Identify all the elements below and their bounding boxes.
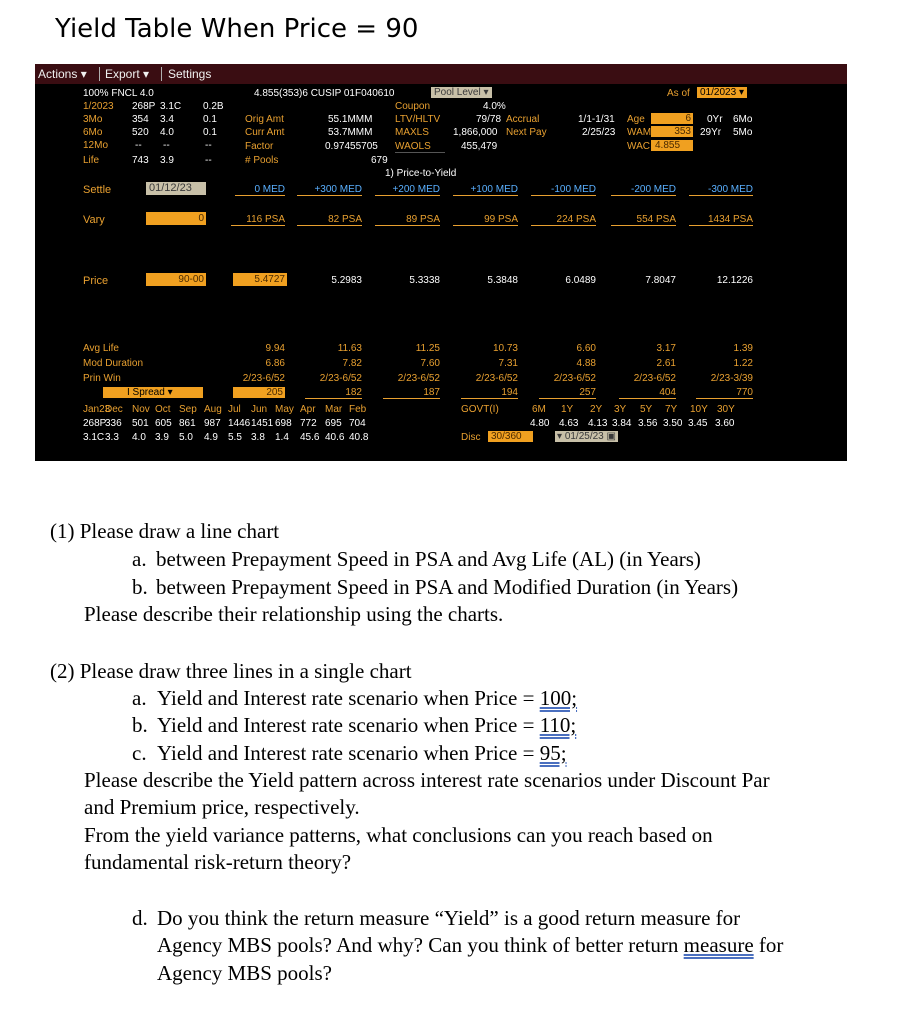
chevron-down-icon: ▾	[738, 87, 744, 98]
govt-tenor: 5Y	[640, 404, 653, 415]
info-value: 29Yr	[700, 127, 722, 138]
mod-dur-cell: 7.31	[498, 358, 518, 369]
history-value: 743	[132, 155, 149, 166]
govt-yield: 3.50	[663, 418, 683, 429]
list-letter: d.	[132, 906, 148, 930]
speed-cell: Mar	[325, 404, 343, 415]
speed-cell: 268P	[83, 418, 107, 429]
chevron-down-icon: ▾	[167, 387, 173, 398]
govt-yield: 4.80	[530, 418, 550, 429]
scenario-header: 0 MED	[235, 184, 285, 196]
yield-cell: 5.3848	[487, 275, 518, 286]
history-value: 3.1C	[160, 101, 182, 112]
history-value: 268P	[132, 101, 156, 112]
yield-cell: 12.1226	[716, 275, 753, 286]
history-value: 520	[132, 127, 149, 138]
prin-win-cell: 2/23-3/39	[710, 373, 753, 384]
info-label: WAOLS	[395, 141, 431, 152]
spread-cell: 257	[539, 387, 596, 399]
info-value: 0Yr	[707, 114, 723, 125]
list-letter: a.	[132, 547, 147, 571]
speed-cell: 40.8	[349, 432, 369, 443]
psa-cell[interactable]: 554 PSA	[611, 214, 676, 226]
avg-life-cell: 1.39	[733, 343, 753, 354]
speed-cell: Jul	[228, 404, 241, 415]
prin-win-cell: 2/23-6/52	[242, 373, 285, 384]
pool-level-dropdown[interactable]: Pool Level ▾	[431, 87, 492, 98]
prin-win-cell: 2/23-6/52	[397, 373, 440, 384]
info-value: 79/78	[476, 114, 502, 125]
list-letter: a.	[132, 686, 147, 710]
disc-label: Disc	[461, 432, 481, 443]
speed-cell: May	[275, 404, 294, 415]
question-1a: between Prepayment Speed in PSA and Avg Life (AL) (in Years)	[156, 547, 701, 571]
speed-cell: 861	[179, 418, 196, 429]
spread-cell: 194	[461, 387, 518, 399]
govt-yield: 4.13	[588, 418, 608, 429]
info-label: Factor	[245, 141, 274, 152]
scenario-header: -100 MED	[531, 184, 596, 196]
info-value: 1/1-1/31	[578, 114, 615, 125]
speed-cell: 3.9	[155, 432, 169, 443]
list-letter: b.	[132, 575, 148, 599]
govt-tenor: 30Y	[717, 404, 735, 415]
bloomberg-terminal-screenshot	[35, 64, 847, 461]
speed-cell: Feb	[349, 404, 367, 415]
speed-cell: 501	[132, 418, 149, 429]
cusip-line: 4.855(353)6 CUSIP 01F040610	[254, 88, 395, 99]
as-of-date-input[interactable]: 01/2023 ▾	[697, 87, 747, 98]
vary-label: Vary	[83, 214, 105, 226]
govt-tenor: 6M	[532, 404, 546, 415]
speed-cell: Aug	[204, 404, 222, 415]
govt-tenor: 2Y	[590, 404, 603, 415]
history-label: 6Mo	[83, 127, 103, 138]
wac-value: 4.855	[651, 140, 693, 151]
list-letter: c.	[132, 741, 147, 765]
question-1-instruction: Please describe their relationship using the charts.	[84, 602, 504, 626]
spread-type-dropdown[interactable]: I Spread ▾	[103, 387, 203, 398]
history-value: 0.1	[203, 127, 217, 138]
speed-cell: 45.6	[300, 432, 320, 443]
govt-yield: 3.84	[612, 418, 632, 429]
speed-cell: 695	[325, 418, 342, 429]
page-title: Yield Table When Price = 90	[55, 14, 419, 44]
speed-cell: Jan23	[83, 404, 111, 415]
history-label: 3Mo	[83, 114, 103, 125]
mod-dur-cell: 7.82	[342, 358, 362, 369]
spread-cell: 187	[383, 387, 440, 399]
spread-cell: 205	[233, 387, 285, 398]
question-2c: Yield and Interest rate scenario when Price = 95;	[157, 741, 567, 765]
speed-cell: 772	[300, 418, 317, 429]
info-label: WAM	[627, 127, 652, 138]
info-label: Coupon	[395, 101, 431, 112]
mod-dur-cell: 2.61	[656, 358, 676, 369]
age-value: 6	[651, 113, 693, 124]
history-value: 354	[132, 114, 149, 125]
info-value: 55.1MMM	[328, 114, 373, 125]
price-to-yield-label[interactable]: 1) Price-to-Yield	[385, 168, 457, 179]
psa-cell[interactable]: 89 PSA	[375, 214, 440, 226]
avg-life-label: Avg Life	[83, 343, 119, 354]
scenario-header: +300 MED	[297, 184, 362, 196]
speed-cell: Apr	[300, 404, 316, 415]
scenario-header: -300 MED	[689, 184, 753, 196]
spread-cell: 404	[619, 387, 676, 399]
govt-yield: 3.56	[638, 418, 658, 429]
yield-cell: 6.0489	[565, 275, 596, 286]
govt-curve-label[interactable]: GOVT(I)	[461, 404, 499, 415]
prin-win-cell: 2/23-6/52	[475, 373, 518, 384]
security-name: 100% FNCL 4.0	[83, 88, 154, 99]
history-value: 0.2B	[203, 101, 224, 112]
yield-cell: 7.8047	[645, 275, 676, 286]
info-value: 455,479	[461, 141, 498, 152]
question-d-line1: Do you think the return measure “Yield” is a good return measure for	[157, 906, 741, 930]
info-label: LTV/HLTV	[395, 114, 441, 125]
curve-date-input[interactable]: ▾ 01/25/23 ▣	[557, 431, 616, 442]
info-value: 6Mo	[733, 114, 753, 125]
history-label: 12Mo	[83, 140, 109, 151]
speed-cell: Jun	[251, 404, 268, 415]
scenario-header: +200 MED	[375, 184, 440, 196]
history-value: 3.9	[160, 155, 174, 166]
govt-tenor: 10Y	[690, 404, 708, 415]
price-label: Price	[83, 275, 109, 287]
chevron-down-icon: ▾	[143, 67, 150, 81]
speed-cell: 704	[349, 418, 366, 429]
question-d-line3: Agency MBS pools?	[157, 961, 332, 985]
avg-life-cell: 11.63	[337, 343, 362, 354]
avg-life-cell: 9.94	[265, 343, 285, 354]
prin-win-cell: 2/23-6/52	[633, 373, 676, 384]
speed-cell: 5.0	[179, 432, 193, 443]
speed-cell: 3.3	[105, 432, 119, 443]
speed-cell: 4.0	[132, 432, 146, 443]
calendar-icon[interactable]: ▣	[606, 431, 616, 442]
info-value: 4.0%	[483, 101, 506, 112]
price-input[interactable]: 90-00	[146, 273, 206, 286]
info-value: 53.7MMM	[328, 127, 373, 138]
actions-menu[interactable]: Actions ▾	[38, 67, 87, 81]
psa-cell[interactable]: 82 PSA	[297, 214, 362, 226]
history-value: 0.1	[203, 114, 217, 125]
vary-input[interactable]: 0	[146, 212, 206, 225]
chevron-down-icon: ▾	[483, 87, 489, 98]
speed-cell: 3.1C	[83, 432, 105, 443]
speed-cell: Nov	[132, 404, 150, 415]
info-value: 1,866,000	[453, 127, 498, 138]
settings-menu[interactable]: Settings	[168, 67, 212, 81]
history-value: --	[205, 155, 212, 166]
psa-cell[interactable]: 99 PSA	[453, 214, 518, 226]
scenario-header: -200 MED	[611, 184, 676, 196]
question-d-line2: Agency MBS pools? And why? Can you think of better return measure for	[157, 933, 784, 957]
speed-cell: Sep	[179, 404, 197, 415]
speed-cell: Oct	[155, 404, 171, 415]
speed-cell: 336	[105, 418, 122, 429]
mod-dur-cell: 1.22	[733, 358, 753, 369]
yield-cell: 5.2983	[331, 275, 362, 286]
avg-life-cell: 10.73	[492, 343, 518, 354]
chevron-down-icon: ▾	[80, 67, 87, 81]
prin-win-label: Prin Win	[83, 373, 121, 384]
govt-yield: 4.63	[559, 418, 579, 429]
info-label: Next Pay	[506, 127, 547, 138]
speed-cell: 1446	[228, 418, 251, 429]
question-2b: Yield and Interest rate scenario when Price = 110;	[157, 713, 577, 737]
question-2-describe-line1: Please describe the Yield pattern across interest rate scenarios under Discount Par	[84, 768, 770, 792]
settle-date-input[interactable]: 01/12/23	[146, 182, 206, 195]
psa-cell[interactable]: 116 PSA	[231, 214, 285, 226]
yield-cell: 5.3338	[409, 275, 440, 286]
list-letter: b.	[132, 713, 148, 737]
history-value: 3.4	[160, 114, 174, 125]
disc-convention-input[interactable]: 30/360	[488, 431, 533, 442]
speed-cell: 605	[155, 418, 172, 429]
info-label: MAXLS	[395, 127, 429, 138]
export-menu[interactable]: Export ▾	[105, 67, 150, 81]
mod-dur-cell: 6.86	[265, 358, 285, 369]
speed-cell: 987	[204, 418, 221, 429]
govt-yield: 3.45	[688, 418, 708, 429]
speed-cell: 5.5	[228, 432, 242, 443]
govt-tenor: 7Y	[665, 404, 678, 415]
history-value: --	[163, 140, 170, 151]
govt-tenor: 3Y	[614, 404, 627, 415]
speed-cell: 3.8	[251, 432, 265, 443]
info-label: Age	[627, 114, 645, 125]
prin-win-cell: 2/23-6/52	[553, 373, 596, 384]
question-2-conclude-line2: fundamental risk-return theory?	[84, 850, 352, 874]
psa-cell[interactable]: 1434 PSA	[689, 214, 753, 226]
question-2: (2) Please draw three lines in a single chart	[50, 659, 412, 683]
yield-cell: 5.4727	[233, 273, 287, 286]
info-value: 5Mo	[733, 127, 753, 138]
mod-dur-cell: 4.88	[576, 358, 596, 369]
info-label: WAC	[627, 141, 650, 152]
info-value: 0.97455705	[325, 141, 378, 152]
info-label: Curr Amt	[245, 127, 285, 138]
question-1: (1) Please draw a line chart	[50, 519, 280, 543]
chevron-down-icon: ▾	[557, 431, 563, 442]
speed-cell: 4.9	[204, 432, 218, 443]
speed-cell: 40.6	[325, 432, 345, 443]
history-label: 1/2023	[83, 101, 114, 112]
history-value: --	[135, 140, 142, 151]
avg-life-cell: 3.17	[656, 343, 676, 354]
question-2-describe-line2: and Premium price, respectively.	[84, 795, 360, 819]
as-of-label: As of	[667, 88, 690, 99]
scenario-header: +100 MED	[453, 184, 518, 196]
govt-tenor: 1Y	[561, 404, 574, 415]
speed-cell: Dec	[105, 404, 123, 415]
info-value: 2/25/23	[582, 127, 616, 138]
spread-cell: 770	[696, 387, 753, 399]
info-label: # Pools	[245, 155, 279, 166]
info-value: 679	[371, 155, 388, 166]
psa-cell[interactable]: 224 PSA	[531, 214, 596, 226]
history-label: Life	[83, 155, 100, 166]
mod-duration-label: Mod Duration	[83, 358, 144, 369]
info-label: Accrual	[506, 114, 540, 125]
govt-yield: 3.60	[715, 418, 735, 429]
question-2-conclude-line1: From the yield variance patterns, what conclusions can you reach based on	[84, 823, 713, 847]
avg-life-cell: 6.60	[576, 343, 596, 354]
question-1b: between Prepayment Speed in PSA and Modified Duration (in Years)	[156, 575, 739, 599]
prin-win-cell: 2/23-6/52	[319, 373, 362, 384]
speed-cell: 1451	[251, 418, 274, 429]
settle-label: Settle	[83, 184, 112, 196]
speed-cell: 698	[275, 418, 292, 429]
info-label: Orig Amt	[245, 114, 284, 125]
mod-dur-cell: 7.60	[420, 358, 440, 369]
history-value: --	[205, 140, 212, 151]
spread-cell: 182	[305, 387, 362, 399]
speed-cell: 1.4	[275, 432, 289, 443]
menu-bar	[35, 64, 847, 84]
history-value: 4.0	[160, 127, 174, 138]
wam-value: 353	[651, 126, 693, 137]
question-2a: Yield and Interest rate scenario when Price = 100;	[157, 686, 578, 710]
avg-life-cell: 11.25	[415, 343, 440, 354]
